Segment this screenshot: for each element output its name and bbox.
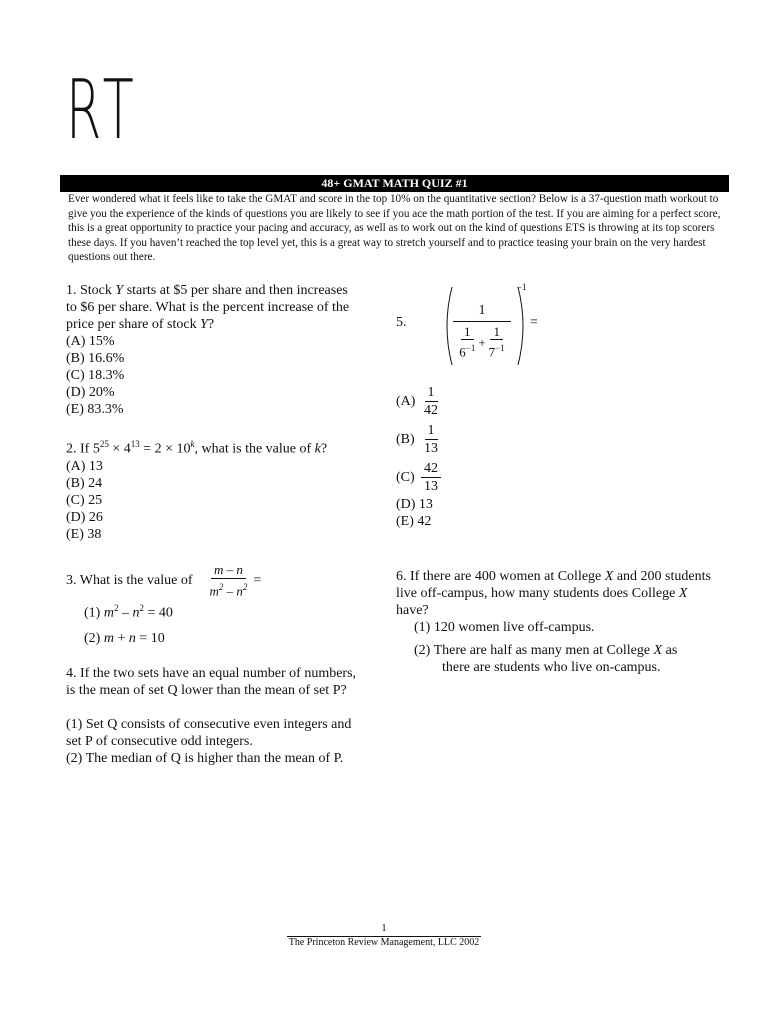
q3-s2-part: +	[113, 630, 129, 646]
question-2-stem	[66, 436, 386, 458]
question-1-stem	[66, 282, 356, 333]
q5-inner-numerator: 1	[490, 325, 503, 340]
q5-den-base: 7	[488, 344, 496, 360]
option-denominator: 13	[424, 478, 438, 494]
q6-statement-2	[414, 642, 716, 659]
q5-inner-denominator	[456, 340, 478, 359]
q5-plus: +	[478, 334, 486, 350]
q6-stem-part: 6. If there are 400 women at College	[396, 569, 605, 584]
answer-option: (B) 24	[66, 475, 103, 491]
option-fraction	[421, 385, 441, 418]
answer-option	[396, 458, 516, 496]
answer-option: (E) 83.3%	[66, 402, 124, 417]
q5-inner-denominator	[486, 340, 508, 359]
answer-option	[396, 420, 516, 458]
q6-stem-part: have?	[396, 603, 429, 618]
option-label: (B)	[396, 431, 415, 447]
q3-variable: m	[103, 630, 114, 646]
question-3-stem	[66, 562, 366, 598]
q2-variable: k	[314, 441, 321, 457]
q6-stem-part: and 200 students live off-campus, how many students does College	[396, 569, 711, 601]
q5-main-numerator: 1	[478, 303, 486, 318]
answer-option: (A) 13	[66, 458, 103, 474]
option-label: (C)	[396, 469, 415, 485]
q3-variable: n	[128, 630, 136, 646]
q3-exponent: 2	[242, 582, 248, 592]
question-4-stem: 4. If the two sets have an equal number of numbers, is the mean of set Q lower than the mean of set P?	[66, 666, 357, 698]
q5-equals: =	[530, 315, 538, 330]
q6-variable: X	[604, 569, 614, 584]
q3-s1-part: –	[118, 605, 133, 621]
q3-s2-part: = 10	[135, 630, 165, 646]
q1-stem-part: 1. Stock	[66, 283, 116, 298]
q2-exponent: k	[190, 439, 195, 449]
q3-s2-part: (2)	[84, 630, 104, 646]
question-5	[396, 283, 566, 378]
q2-exponent: 25	[99, 439, 109, 449]
q5-den-exponent: −1	[495, 343, 505, 353]
q3-exponent: 2	[113, 603, 119, 614]
q2-stem-part: = 2 × 10	[139, 441, 191, 457]
q2-stem-part: 2. If 5	[66, 441, 100, 457]
q4-statement-2: (2) The median of Q is higher than the mean of P.	[66, 751, 344, 766]
question-2	[66, 436, 386, 543]
answer-option: (D) 13	[396, 497, 433, 512]
q5-outer-exponent: −1	[517, 282, 527, 292]
q5-den-exponent: −1	[465, 343, 476, 353]
q2-stem-part: × 4	[108, 441, 131, 457]
q3-s1-part: (1)	[84, 605, 104, 621]
question-1	[66, 282, 356, 418]
option-label: (A)	[396, 393, 416, 409]
page-number: 1	[381, 922, 387, 934]
question-6	[396, 568, 716, 676]
q3-statement-1	[84, 600, 366, 622]
q5-main-fraction-bar	[453, 321, 511, 322]
answer-option: (D) 26	[66, 509, 103, 525]
q5-inner-fraction	[456, 325, 478, 359]
q3-statement-2	[84, 630, 366, 647]
q5-options	[396, 382, 516, 530]
answer-option: (E) 38	[66, 526, 102, 542]
q6-variable: X	[653, 643, 663, 658]
answer-option: (E) 42	[396, 514, 432, 529]
q3-fraction-numerator: m – n	[211, 562, 246, 579]
option-numerator: 1	[425, 385, 438, 402]
q3-variable: m	[103, 605, 114, 621]
q6-statement-1: (1) 120 women live off-campus.	[414, 620, 595, 635]
q3-fraction-denominator	[207, 579, 251, 598]
q4-statement-1: (1) Set Q consists of consecutive even integers and set P of consecutive odd integers.	[66, 717, 352, 749]
question-3	[66, 562, 366, 647]
q6-s2-part: (2) There are half as many men at College	[414, 643, 654, 658]
quiz-title: 48+ GMAT MATH QUIZ #1	[60, 175, 729, 192]
option-denominator: 13	[424, 440, 438, 456]
answer-option: (C) 25	[66, 492, 103, 508]
q1-variable: Y	[200, 317, 208, 332]
answer-option: (C) 18.3%	[66, 368, 125, 383]
option-denominator: 42	[424, 402, 438, 418]
q3-s1-part: = 40	[143, 605, 173, 621]
q5-inner-fraction	[486, 325, 508, 359]
q3-variable: n	[132, 605, 140, 621]
q6-variable: X	[678, 586, 688, 601]
q3-exponent: 2	[218, 582, 224, 592]
q2-stem-part: , what is the value of	[194, 441, 315, 457]
option-numerator: 1	[425, 423, 438, 440]
q1-variable: Y	[115, 283, 124, 298]
answer-option	[396, 382, 516, 420]
answer-option: (A) 15%	[66, 334, 115, 349]
q6-s2-part: as	[662, 643, 678, 658]
option-numerator: 42	[421, 461, 441, 478]
q3-den-part: – n	[223, 583, 243, 599]
q3-stem-text: 3. What is the value of	[66, 572, 193, 588]
question-6-stem	[396, 568, 716, 619]
q5-compound-fraction	[452, 303, 512, 359]
q5-number: 5.	[396, 315, 407, 330]
q2-stem-part: ?	[320, 441, 328, 457]
logo: RT	[66, 63, 139, 158]
q6-statement-2-continued: there are students who live on-campus.	[442, 660, 661, 675]
option-fraction	[421, 461, 441, 494]
q1-stem-part: ?	[207, 317, 215, 332]
footer-copyright: The Princeton Review Management, LLC 2002	[288, 937, 480, 948]
q3-fraction	[207, 562, 251, 598]
answer-option: (B) 16.6%	[66, 351, 125, 366]
q3-exponent: 2	[139, 603, 144, 614]
q2-exponent: 13	[130, 439, 140, 449]
q5-main-denominator	[456, 325, 508, 359]
q3-den-part: m	[209, 583, 219, 599]
intro-paragraph: Ever wondered what it feels like to take the GMAT and score in the top 10% on the quantitative section? Below is a 37-question math workout to give you the experience of the kinds of questions you are likely to see if you ace the math portion of the test. If you are aiming for a perfect score, this is a great opportunity to practice your pacing and accuracy, as well as to work out on the kind of questions ETS is throwing at its top scorers these days. If you haven’t reached the top level yet, this is a great way to stretch yourself and to practice teasing your brain on the very hardest questions out there.	[68, 193, 721, 264]
question-4	[66, 665, 366, 767]
answer-option: (D) 20%	[66, 385, 115, 400]
q3-equals: =	[253, 572, 262, 588]
q5-den-base: 6	[459, 344, 466, 360]
q1-stem-part: starts at $5 per share and then increases to $6 per share. What is the percent increase of the price per share of stock	[66, 283, 350, 332]
option-fraction	[421, 423, 441, 456]
q5-inner-numerator: 1	[461, 325, 474, 340]
